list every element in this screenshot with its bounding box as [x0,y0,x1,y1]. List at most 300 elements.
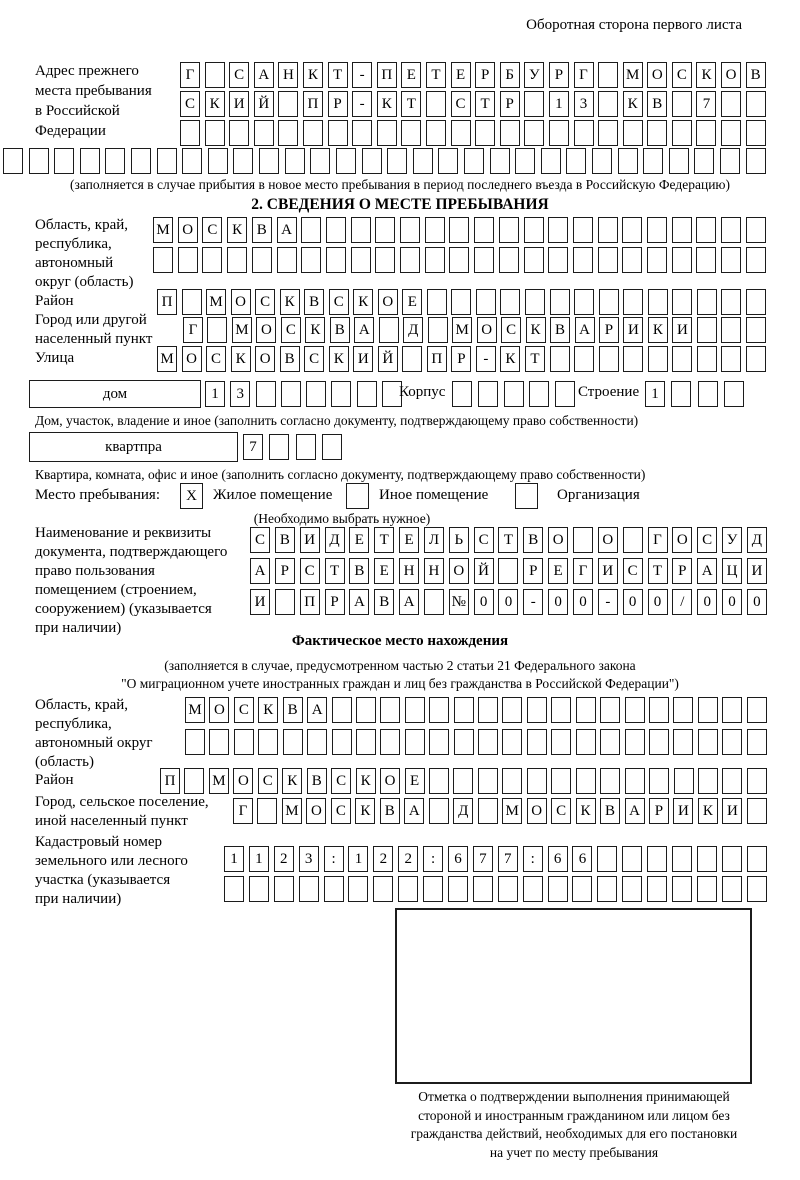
kvartira-row[interactable] [243,434,342,460]
char-cell[interactable] [328,120,348,146]
char-cell[interactable] [502,697,522,723]
char-cell[interactable]: К [329,346,349,372]
char-cell[interactable] [515,148,535,174]
char-cell[interactable]: С [234,697,254,723]
char-cell[interactable]: 0 [474,589,494,615]
char-cell[interactable] [574,120,594,146]
char-cell[interactable] [574,346,594,372]
char-cell[interactable]: И [229,91,249,117]
char-cell[interactable] [478,697,498,723]
char-cell[interactable]: К [696,62,716,88]
char-cell[interactable] [157,148,177,174]
char-cell[interactable] [618,148,638,174]
char-cell[interactable]: Н [278,62,298,88]
char-cell[interactable] [498,558,518,584]
ulitsa-row[interactable] [157,346,766,372]
char-cell[interactable] [598,62,618,88]
char-cell[interactable]: В [374,589,394,615]
char-cell[interactable]: В [349,558,369,584]
kvartira-box[interactable]: квартпра [29,432,238,462]
char-cell[interactable] [722,768,742,794]
char-cell[interactable] [283,729,303,755]
char-cell[interactable] [724,381,744,407]
char-cell[interactable] [747,729,767,755]
char-cell[interactable]: - [476,346,496,372]
char-cell[interactable]: П [303,91,323,117]
char-cell[interactable]: М [282,798,302,824]
char-cell[interactable] [500,289,520,315]
char-cell[interactable]: К [377,91,397,117]
char-cell[interactable]: М [623,62,643,88]
char-cell[interactable] [572,876,592,902]
char-cell[interactable] [722,729,742,755]
char-cell[interactable] [105,148,125,174]
char-cell[interactable]: 0 [648,589,668,615]
char-cell[interactable]: 0 [623,589,643,615]
char-cell[interactable]: С [206,346,226,372]
char-cell[interactable]: М [185,697,205,723]
char-cell[interactable]: Е [374,558,394,584]
char-cell[interactable]: Д [747,527,767,553]
char-cell[interactable] [576,697,596,723]
char-cell[interactable] [623,527,643,553]
char-cell[interactable] [202,247,222,273]
char-cell[interactable] [697,876,717,902]
char-cell[interactable]: 2 [274,846,294,872]
char-cell[interactable] [698,381,718,407]
char-cell[interactable] [275,589,295,615]
char-cell[interactable]: М [157,346,177,372]
char-cell[interactable] [622,846,642,872]
char-cell[interactable] [672,217,692,243]
char-cell[interactable]: Г [183,317,203,343]
char-cell[interactable]: В [304,289,324,315]
char-cell[interactable] [673,729,693,755]
char-cell[interactable]: К [526,317,546,343]
char-cell[interactable]: О [477,317,497,343]
char-cell[interactable] [623,289,643,315]
char-cell[interactable] [599,289,619,315]
char-cell[interactable] [672,346,692,372]
char-cell[interactable]: Ь [449,527,469,553]
char-cell[interactable]: В [600,798,620,824]
char-cell[interactable]: К [280,289,300,315]
char-cell[interactable]: В [647,91,667,117]
char-cell[interactable] [576,768,596,794]
char-cell[interactable] [352,120,372,146]
char-cell[interactable] [448,876,468,902]
char-cell[interactable] [429,697,449,723]
char-cell[interactable]: С [672,62,692,88]
char-cell[interactable] [721,289,741,315]
char-cell[interactable] [598,91,618,117]
char-cell[interactable] [649,697,669,723]
char-cell[interactable]: О [721,62,741,88]
char-cell[interactable] [451,289,471,315]
char-cell[interactable]: К [205,91,225,117]
char-cell[interactable]: 1 [249,846,269,872]
char-cell[interactable] [527,768,547,794]
char-cell[interactable] [696,247,716,273]
char-cell[interactable]: И [250,589,270,615]
char-cell[interactable]: 1 [224,846,244,872]
char-cell[interactable] [502,729,522,755]
document-row-1[interactable] [250,527,767,553]
char-cell[interactable] [573,247,593,273]
char-cell[interactable] [625,768,645,794]
char-cell[interactable] [647,217,667,243]
char-cell[interactable]: Р [649,798,669,824]
char-cell[interactable] [721,120,741,146]
char-cell[interactable] [205,120,225,146]
char-cell[interactable] [207,317,227,343]
char-cell[interactable]: - [352,91,372,117]
char-cell[interactable]: 0 [498,589,518,615]
kadastr-row-1[interactable] [224,846,767,872]
char-cell[interactable] [405,697,425,723]
char-cell[interactable] [257,798,277,824]
char-cell[interactable] [698,697,718,723]
char-cell[interactable]: Е [402,289,422,315]
oblast-row-2[interactable] [153,247,766,273]
char-cell[interactable]: М [209,768,229,794]
char-cell[interactable]: С [331,798,351,824]
char-cell[interactable] [303,120,323,146]
zhiloe-checkbox[interactable]: X [180,483,203,509]
char-cell[interactable] [259,148,279,174]
inoe-checkbox[interactable] [346,483,369,509]
char-cell[interactable] [131,148,151,174]
char-cell[interactable]: С [697,527,717,553]
char-cell[interactable] [331,381,351,407]
char-cell[interactable] [474,217,494,243]
char-cell[interactable]: Б [500,62,520,88]
char-cell[interactable] [249,876,269,902]
char-cell[interactable]: Й [474,558,494,584]
char-cell[interactable]: / [672,589,692,615]
char-cell[interactable] [576,729,596,755]
char-cell[interactable] [504,381,524,407]
char-cell[interactable]: Е [405,768,425,794]
char-cell[interactable]: А [399,589,419,615]
char-cell[interactable] [529,381,549,407]
char-cell[interactable] [524,120,544,146]
char-cell[interactable]: И [300,527,320,553]
char-cell[interactable] [424,589,444,615]
char-cell[interactable]: К [227,217,247,243]
char-cell[interactable]: С [202,217,222,243]
char-cell[interactable] [380,729,400,755]
char-cell[interactable] [647,846,667,872]
char-cell[interactable] [490,148,510,174]
char-cell[interactable]: О [306,798,326,824]
char-cell[interactable]: 3 [230,381,250,407]
char-cell[interactable]: - [598,589,618,615]
char-cell[interactable] [429,798,449,824]
char-cell[interactable]: - [523,589,543,615]
char-cell[interactable]: Ц [722,558,742,584]
char-cell[interactable] [29,148,49,174]
char-cell[interactable] [597,846,617,872]
char-cell[interactable]: М [502,798,522,824]
char-cell[interactable]: А [404,798,424,824]
prev-address-row-3[interactable] [180,120,766,146]
char-cell[interactable]: О [548,527,568,553]
char-cell[interactable]: Т [328,62,348,88]
char-cell[interactable]: Н [399,558,419,584]
char-cell[interactable] [258,729,278,755]
char-cell[interactable] [332,697,352,723]
char-cell[interactable]: С [551,798,571,824]
char-cell[interactable] [674,768,694,794]
char-cell[interactable]: Т [401,91,421,117]
char-cell[interactable]: У [524,62,544,88]
char-cell[interactable]: О [231,289,251,315]
char-cell[interactable]: В [252,217,272,243]
char-cell[interactable] [473,876,493,902]
char-cell[interactable] [153,247,173,273]
char-cell[interactable] [54,148,74,174]
char-cell[interactable] [398,876,418,902]
char-cell[interactable]: И [747,558,767,584]
char-cell[interactable] [322,434,342,460]
char-cell[interactable] [598,217,618,243]
char-cell[interactable]: - [352,62,372,88]
char-cell[interactable]: С [229,62,249,88]
char-cell[interactable] [336,148,356,174]
char-cell[interactable]: Т [426,62,446,88]
char-cell[interactable]: К [231,346,251,372]
char-cell[interactable]: О [598,527,618,553]
char-cell[interactable] [310,148,330,174]
char-cell[interactable] [401,120,421,146]
char-cell[interactable] [722,697,742,723]
char-cell[interactable]: 6 [572,846,592,872]
char-cell[interactable] [551,768,571,794]
char-cell[interactable] [178,247,198,273]
char-cell[interactable]: Т [525,346,545,372]
char-cell[interactable] [452,381,472,407]
prev-address-row-2[interactable] [180,91,766,117]
char-cell[interactable] [747,768,767,794]
char-cell[interactable]: К [576,798,596,824]
char-cell[interactable]: В [746,62,766,88]
char-cell[interactable] [498,876,518,902]
char-cell[interactable]: В [380,798,400,824]
char-cell[interactable] [229,120,249,146]
char-cell[interactable]: У [722,527,742,553]
char-cell[interactable] [622,217,642,243]
char-cell[interactable] [555,381,575,407]
char-cell[interactable] [428,317,448,343]
char-cell[interactable] [600,768,620,794]
char-cell[interactable] [269,434,289,460]
char-cell[interactable] [541,148,561,174]
char-cell[interactable]: Р [451,346,471,372]
char-cell[interactable] [80,148,100,174]
char-cell[interactable] [622,247,642,273]
char-cell[interactable] [449,217,469,243]
char-cell[interactable] [697,317,717,343]
char-cell[interactable] [671,381,691,407]
char-cell[interactable] [574,289,594,315]
char-cell[interactable] [379,317,399,343]
char-cell[interactable] [208,148,228,174]
char-cell[interactable] [429,729,449,755]
char-cell[interactable] [747,876,767,902]
char-cell[interactable] [375,217,395,243]
char-cell[interactable]: Г [233,798,253,824]
char-cell[interactable]: И [598,558,618,584]
char-cell[interactable] [747,846,767,872]
char-cell[interactable] [277,247,297,273]
char-cell[interactable] [405,729,425,755]
char-cell[interactable] [649,768,669,794]
char-cell[interactable] [600,697,620,723]
char-cell[interactable]: О [182,346,202,372]
char-cell[interactable] [426,91,446,117]
organizatsiya-checkbox[interactable] [515,483,538,509]
char-cell[interactable] [400,217,420,243]
char-cell[interactable] [625,729,645,755]
char-cell[interactable]: Р [325,589,345,615]
char-cell[interactable] [301,247,321,273]
char-cell[interactable]: Е [399,527,419,553]
char-cell[interactable]: И [353,346,373,372]
char-cell[interactable]: И [672,317,692,343]
char-cell[interactable] [351,247,371,273]
char-cell[interactable] [413,148,433,174]
char-cell[interactable] [527,697,547,723]
char-cell[interactable]: Е [401,62,421,88]
char-cell[interactable] [464,148,484,174]
korpus-row[interactable] [452,381,575,407]
char-cell[interactable]: 3 [574,91,594,117]
char-cell[interactable] [697,346,717,372]
char-cell[interactable]: Г [180,62,200,88]
char-cell[interactable] [672,91,692,117]
char-cell[interactable] [598,247,618,273]
char-cell[interactable]: О [378,289,398,315]
char-cell[interactable] [478,768,498,794]
char-cell[interactable] [550,289,570,315]
char-cell[interactable] [500,120,520,146]
char-cell[interactable]: К [500,346,520,372]
char-cell[interactable] [599,346,619,372]
char-cell[interactable] [332,729,352,755]
char-cell[interactable]: А [307,697,327,723]
char-cell[interactable] [502,768,522,794]
char-cell[interactable]: П [160,768,180,794]
char-cell[interactable]: 6 [548,846,568,872]
kadastr-row-2[interactable] [224,876,767,902]
char-cell[interactable] [233,148,253,174]
char-cell[interactable] [672,247,692,273]
char-cell[interactable] [643,148,663,174]
char-cell[interactable] [285,148,305,174]
char-cell[interactable] [600,729,620,755]
char-cell[interactable]: С [474,527,494,553]
char-cell[interactable] [478,729,498,755]
char-cell[interactable]: Е [349,527,369,553]
char-cell[interactable]: К [353,289,373,315]
char-cell[interactable] [721,247,741,273]
char-cell[interactable] [721,317,741,343]
char-cell[interactable] [647,247,667,273]
char-cell[interactable] [721,217,741,243]
char-cell[interactable]: 1 [205,381,225,407]
char-cell[interactable] [720,148,740,174]
char-cell[interactable] [669,148,689,174]
char-cell[interactable] [647,120,667,146]
char-cell[interactable] [625,697,645,723]
char-cell[interactable] [362,148,382,174]
char-cell[interactable]: О [380,768,400,794]
char-cell[interactable] [672,876,692,902]
char-cell[interactable] [697,289,717,315]
char-cell[interactable]: П [427,346,447,372]
char-cell[interactable]: Д [403,317,423,343]
char-cell[interactable]: Т [374,527,394,553]
char-cell[interactable]: К [303,62,323,88]
char-cell[interactable]: В [283,697,303,723]
char-cell[interactable] [182,289,202,315]
char-cell[interactable]: Т [498,527,518,553]
char-cell[interactable] [623,346,643,372]
char-cell[interactable]: Е [451,62,471,88]
char-cell[interactable] [499,217,519,243]
char-cell[interactable] [402,346,422,372]
char-cell[interactable]: 7 [243,434,263,460]
char-cell[interactable]: 0 [573,589,593,615]
char-cell[interactable] [721,346,741,372]
char-cell[interactable]: 0 [747,589,767,615]
char-cell[interactable] [746,247,766,273]
char-cell[interactable] [373,876,393,902]
char-cell[interactable] [722,846,742,872]
char-cell[interactable]: С [501,317,521,343]
char-cell[interactable]: Р [549,62,569,88]
char-cell[interactable]: 0 [697,589,717,615]
char-cell[interactable] [694,148,714,174]
char-cell[interactable]: Д [325,527,345,553]
char-cell[interactable] [746,317,766,343]
char-cell[interactable] [747,697,767,723]
char-cell[interactable]: О [233,768,253,794]
char-cell[interactable]: 1 [549,91,569,117]
char-cell[interactable]: М [153,217,173,243]
char-cell[interactable]: П [157,289,177,315]
char-cell[interactable] [672,289,692,315]
char-cell[interactable] [278,120,298,146]
char-cell[interactable] [649,729,669,755]
char-cell[interactable] [698,768,718,794]
raion3-row[interactable] [160,768,767,794]
char-cell[interactable]: 7 [498,846,518,872]
char-cell[interactable] [524,247,544,273]
char-cell[interactable] [425,247,445,273]
char-cell[interactable] [722,876,742,902]
char-cell[interactable] [721,91,741,117]
char-cell[interactable]: Е [548,558,568,584]
char-cell[interactable]: Р [475,62,495,88]
char-cell[interactable] [648,346,668,372]
char-cell[interactable]: О [209,697,229,723]
char-cell[interactable]: П [300,589,320,615]
char-cell[interactable] [301,217,321,243]
char-cell[interactable]: О [178,217,198,243]
char-cell[interactable]: Г [648,527,668,553]
